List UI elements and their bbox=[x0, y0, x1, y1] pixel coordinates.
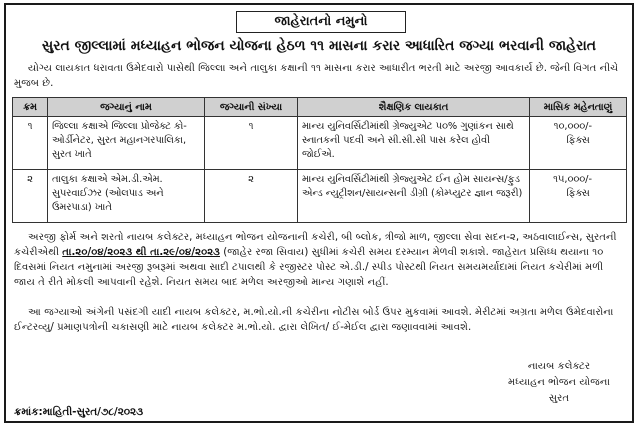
header-post-name: જગ્યાનું નામ bbox=[48, 98, 205, 117]
row-post-name: જિલ્લા કક્ષાએ જિલ્લા પ્રોજેક્ટ કો-ઓર્ડીનેટર, સુરત મહાનગરપાલિકા, સુરત ખાતે bbox=[48, 117, 205, 170]
table-header-row bbox=[13, 98, 627, 117]
row-qualification: માન્ય યુનિવર્સિટીમાંથી ગ્રેજ્યુએટ ૫૦% ગુણાંકન સાથે સ્નાતકની પદવી અને સી.સી.સી પાસ કરેલ હોવી જોઈએ. bbox=[298, 117, 530, 170]
intro-paragraph: યોગ્ય લાયકાત ધરાવતા ઉમેદવારો પાસેથી જિલ્લા અને તાલુકા કક્ષાની ૧૧ માસના કરાર આધારીત ભરતી માટે અરજી આવકાર્ય છે. જેની વિગત નીચે મુજબ છે. bbox=[14, 63, 619, 89]
header-serial: ક્રમ bbox=[13, 98, 48, 117]
notice-heading: સુરત જીલ્લામાં મધ્યાહન ભોજન યોજના હેઠળ ૧૧ માસના કરાર આધારિત જગ્યા ભરવાની જાહેરાત bbox=[41, 38, 597, 54]
salary-type: ફિક્સ bbox=[566, 135, 590, 146]
salary-amount: ૧૦,૦૦૦/- bbox=[553, 121, 592, 132]
table-row bbox=[13, 117, 627, 170]
salary-type: ફિક્સ bbox=[566, 188, 590, 199]
signature-place: સુરત bbox=[548, 393, 570, 404]
application-dates: તા.૨૦/૦૪/૨૦૨૩ થી તા.૨૯/૦૪/૨૦૨૩ bbox=[62, 247, 220, 258]
row-serial: ૨ bbox=[13, 170, 48, 223]
selection-paragraph: આ જગ્યાઓ અંગેની પસંદગી યાદી નાયબ કલેક્ટર, મ.ભો.યો.ની કચેરીના નોટીસ બોર્ડ ઉપર મુકવામાં આવશે. મેરીટમાં અગ્રતા મળેલ ઉમેદવારોના ઈન્ટરવ્યુ/ પ્રમાણપત્રોની ચકાસણી માટે નાયબ કલેક્ટર મ.ભો.યો. દ્વારા લેખિત/ ઈ-મેઈલ દ્વારા જણાવવામાં આવશે. bbox=[14, 307, 614, 333]
reference-number: ક્રમાંક:માહિતી-સુરત/૭૮/૨૦૨૩ bbox=[14, 406, 144, 418]
row-qualification: માન્ય યુનિવર્સિટીમાંથી ગ્રેજ્યુએટ ઈન હોમ સાયન્સ/ફુડ એન્ડ ન્યુટ્રીશન/સાયન્સની ડીગ્રી (કોમ્પ્યુટર જ્ઞાન જરૂરી) bbox=[298, 170, 530, 223]
row-post-count: ૧ bbox=[205, 117, 298, 170]
posts-table bbox=[12, 97, 627, 223]
salary-amount: ૧૫,૦૦૦/- bbox=[553, 174, 592, 185]
row-salary bbox=[530, 170, 627, 223]
header-post-count: જગ્યાની સંખ્યા bbox=[205, 98, 298, 117]
row-salary bbox=[530, 117, 627, 170]
signature-block bbox=[494, 359, 624, 407]
application-paragraph bbox=[14, 230, 626, 290]
application-text-start: અરજી ફોર્મ અને શરતો નાયબ કલેક્ટર, મધ્યાહન ભોજન યોજનાની કચેરી, બી બ્લોક, ત્રીજો માળ, જીલ્લા સેવા સદન-૨, અઠવાલાઈન્સ, સુરતની કચેરીએથી bbox=[14, 232, 617, 258]
row-post-name: તાલુકા કક્ષાએ એમ.ડી.એમ. સુપરવાઈઝર (ઓલપાડ અને ઉમરપાડા) ખાતે bbox=[48, 170, 205, 223]
header-qualification: શૈક્ષણિક લાયકાત bbox=[298, 98, 530, 117]
table-row bbox=[13, 170, 627, 223]
signature-designation: નાયબ કલેક્ટર bbox=[527, 361, 591, 372]
header-salary: માસિક મહેનતાણું bbox=[530, 98, 627, 117]
signature-office: મધ્યાહન ભોજન યોજના bbox=[508, 377, 610, 388]
notice-title: જાહેરાતનો નમુનો bbox=[236, 11, 406, 33]
notice-sheet bbox=[4, 3, 634, 423]
row-serial: ૧ bbox=[13, 117, 48, 170]
row-post-count: ૨ bbox=[205, 170, 298, 223]
application-text-end: (જાહેર રજા સિવાય) સુધીમાં કચેરી સમય દરમ્યાન મેળવી શકાશે. જાહેરાત પ્રસિધ્ધ થયાના ૧૦ દિવસમાં નિયત નમુનામાં અરજી રૂબરૂમાં અથવા સાદી ટપાલથી કે રજીસ્ટર પોસ્ટ એ.ડી./ સ્પીડ પોસ્ટથી નિયત સમયમર્યાદામાં નિયત કચેરીમાં મળી જાય તે રીતે મોકલી આપવાની રહેશે. નિયત સમય બાદ મળેલ અરજીઓ માન્ય ગણાશે નહીં. bbox=[14, 247, 604, 288]
